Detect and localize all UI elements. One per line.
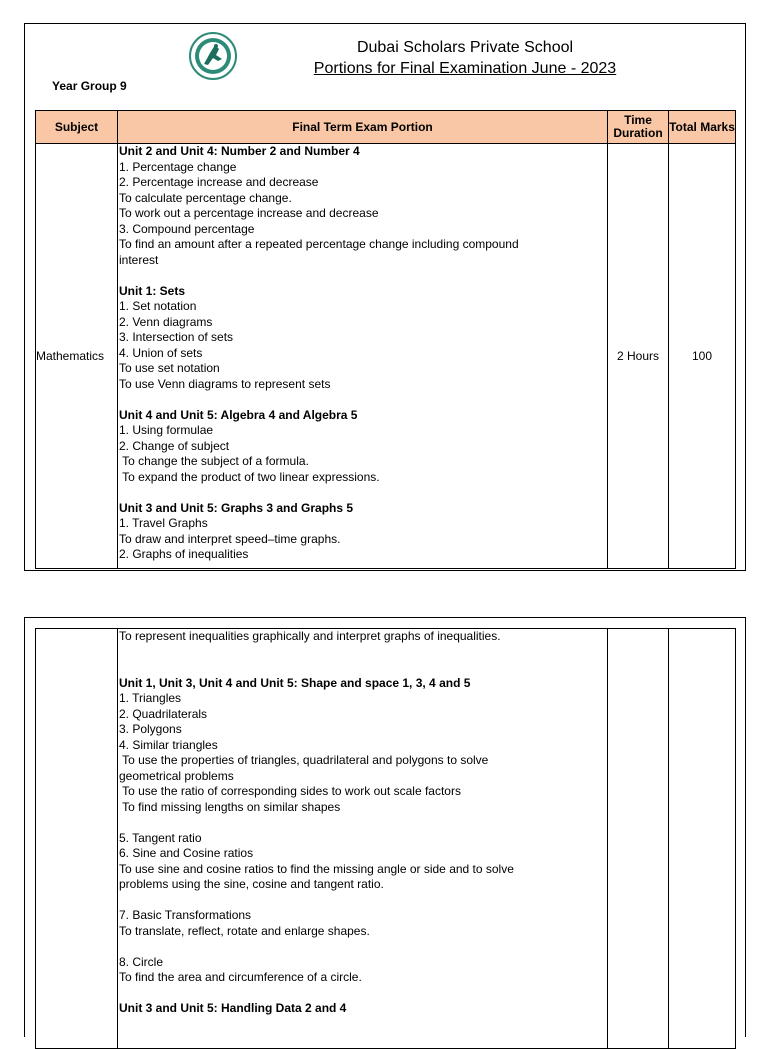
portion-item: 1. Set notation [119,299,197,313]
portion-item: geometrical problems [119,768,234,783]
portion-item: 7. Basic Transformations [119,908,252,922]
portion-item: To translate, reflect, rotate and enlarge shapes. [119,923,370,938]
portion-item: 4. Similar triangles [119,737,218,752]
portion-item: To use the ratio of corresponding sides to work out scale factors [119,784,461,798]
time-duration-cell: 2 Hours [608,144,669,569]
portion-item: problems using the sine, cosine and tangent ratio. [119,877,384,891]
portion-item: 1. Percentage change [119,159,237,174]
portion-item: 1. Travel Graphs [119,516,208,530]
portion-item: 1. Triangles [119,691,182,705]
unit-heading: Unit 2 and Unit 4: Number 2 and Number 4 [119,144,360,158]
unit-heading: Unit 3 and Unit 5: Graphs 3 and Graphs 5 [119,500,354,515]
portion-item: 3. Polygons [119,722,182,736]
portion-item: 2. Quadrilaterals [119,706,208,721]
portion-item: To find the area and circumference of a circle. [119,970,362,984]
portion-item: To use the properties of triangles, quadrilateral and polygons to solve [119,753,489,767]
portion-item: To represent inequalities graphically and interpret graphs of inequalities. [119,629,501,643]
school-name: Dubai Scholars Private School [356,39,574,56]
subject-cell-empty [36,629,118,1049]
portion-item: To use sine and cosine ratios to find the missing angle or side and to solve [119,861,514,876]
portion-item: 8. Circle [119,954,164,969]
portion-item: To use set notation [119,361,220,375]
year-group-label: Year Group 9 [52,79,127,93]
unit-heading: Unit 4 and Unit 5: Algebra 4 and Algebra 5 [119,407,358,422]
portion-item: 3. Compound percentage [119,221,255,236]
document-page-1 [24,23,746,571]
exam-portion-table-continued [35,628,736,1049]
portion-item: 6. Sine and Cosine ratios [119,846,254,860]
spacer [119,645,607,661]
portion-item: To work out a percentage increase and decrease [119,206,379,220]
spacer [119,485,607,501]
table-row [36,629,736,1049]
portion-list [118,629,607,1017]
subject-cell: Mathematics [36,144,118,569]
document-page-2 [24,617,746,1037]
portion-item: 5. Tangent ratio [119,830,202,845]
portion-item: 2. Change of subject [119,438,230,453]
document-title [225,59,705,79]
portion-item: To find an amount after a repeated percentage change including compound [119,237,519,251]
unit-heading: Unit 1: Sets [119,283,186,298]
time-duration-cell-empty [608,629,669,1049]
header-portion: Final Term Exam Portion [118,111,608,144]
document-title-text: Portions for Final Examination June - 2023 [313,60,617,77]
header-time-duration: Time Duration [608,111,669,144]
unit-heading: Unit 3 and Unit 5: Handling Data 2 and 4 [119,1001,347,1015]
document-header [25,24,745,110]
unit-heading: Unit 1, Unit 3, Unit 4 and Unit 5: Shape and space 1, 3, 4 and 5 [119,675,471,690]
portion-item: interest [119,252,159,267]
portion-item: 1. Using formulae [119,423,214,437]
portion-item: 2. Graphs of inequalities [119,547,249,561]
portion-item: To expand the product of two linear expressions. [119,469,380,484]
portion-item: To change the subject of a formula. [119,454,309,468]
spacer [119,268,607,284]
spacer [119,392,607,408]
spacer [119,660,607,676]
portion-item: To draw and interpret speed–time graphs. [119,531,341,546]
spacer [119,815,607,831]
portion-item: 2. Venn diagrams [119,314,213,329]
exam-portion-table [35,110,736,569]
portion-list [118,144,607,563]
total-marks-cell-empty [669,629,736,1049]
portion-item: 3. Intersection of sets [119,330,234,344]
portion-cell [118,629,608,1049]
total-marks-cell: 100 [669,144,736,569]
portion-item: 4. Union of sets [119,345,203,360]
portion-item: 2. Percentage increase and decrease [119,175,319,189]
portion-item: To use Venn diagrams to represent sets [119,376,331,391]
header-total-marks: Total Marks [669,111,736,144]
header-subject: Subject [36,111,118,144]
spacer [119,939,607,955]
portion-cell [118,144,608,569]
spacer [119,986,607,1002]
table-row [36,144,736,569]
portion-item: To find missing lengths on similar shapes [119,799,341,814]
spacer [119,893,607,909]
portion-item: To calculate percentage change. [119,190,292,205]
table-header-row [36,111,736,144]
